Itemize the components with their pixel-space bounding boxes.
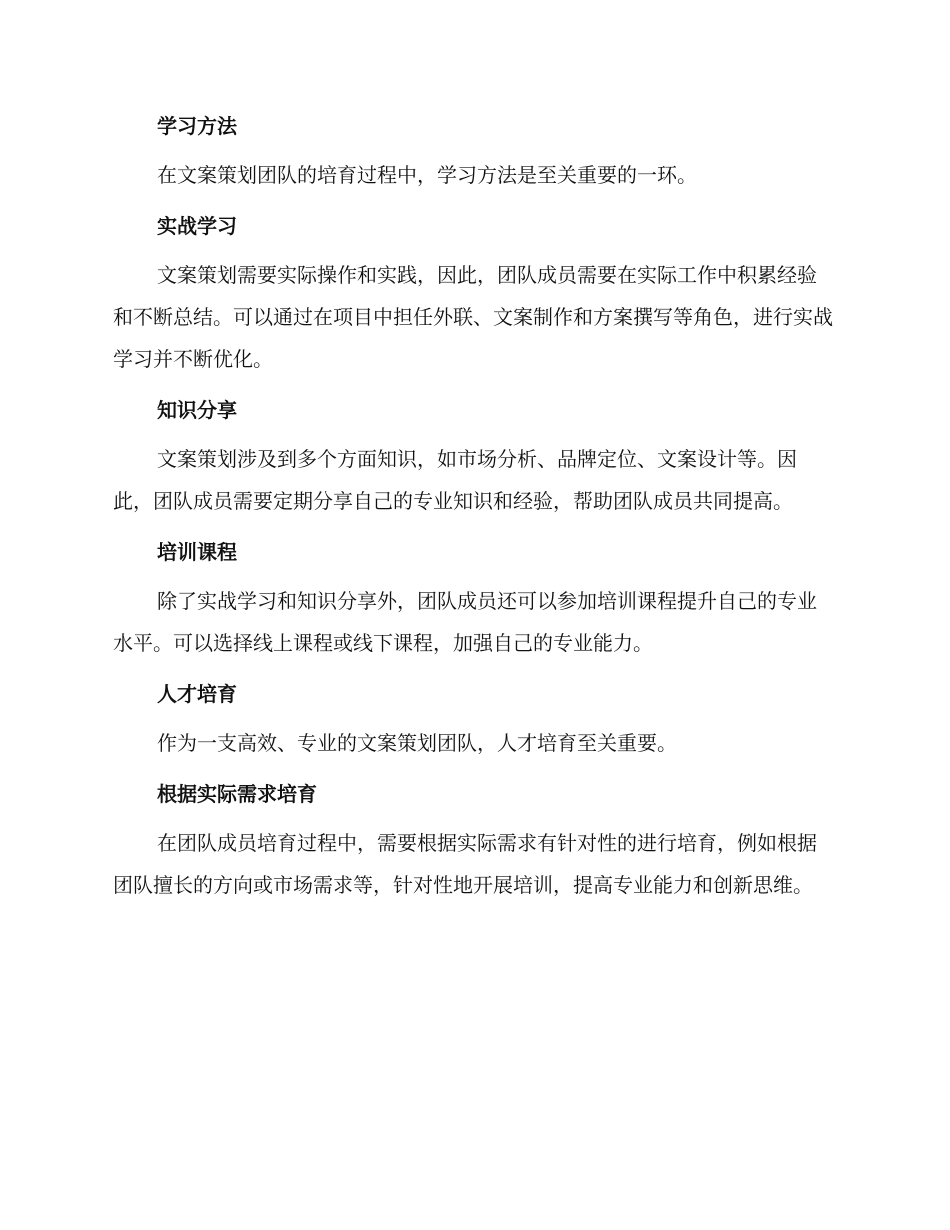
section-body-study-methods: 在文案策划团队的培育过程中，学习方法是至关重要的一环。: [157, 163, 697, 187]
section-heading-talent-cultivation: 人才培育: [157, 682, 237, 706]
section-heading-needs-based-cultivation: 根据实际需求培育: [157, 782, 317, 806]
section-heading-knowledge-sharing: 知识分享: [157, 398, 237, 422]
section-body-training-courses: 除了实战学习和知识分享外，团队成员还可以参加培训课程提升自己的专业水平。可以选择线上课程或线下课程，加强自己的专业能力。: [113, 589, 817, 655]
section-heading-study-methods: 学习方法: [157, 114, 237, 138]
section-body-needs-based-cultivation: 在团队成员培育过程中，需要根据实际需求有针对性的进行培育，例如根据团队擅长的方向或市场需求等，针对性地开展培训，提高专业能力和创新思维。: [113, 831, 817, 897]
section-body-practical-learning: 文案策划需要实际操作和实践，因此，团队成员需要在实际工作中积累经验和不断总结。可以通过在项目中担任外联、文案制作和方案撰写等角色，进行实战学习并不断优化。: [113, 263, 833, 371]
section-heading-practical-learning: 实战学习: [157, 214, 237, 238]
section-body-knowledge-sharing: 文案策划涉及到多个方面知识，如市场分析、品牌定位、文案设计等。因此，团队成员需要定期分享自己的专业知识和经验，帮助团队成员共同提高。: [113, 447, 797, 513]
document-page: [113, 108, 833, 906]
section-heading-training-courses: 培训课程: [157, 540, 237, 564]
section-body-talent-cultivation: 作为一支高效、专业的文案策划团队，人才培育至关重要。: [157, 731, 677, 755]
